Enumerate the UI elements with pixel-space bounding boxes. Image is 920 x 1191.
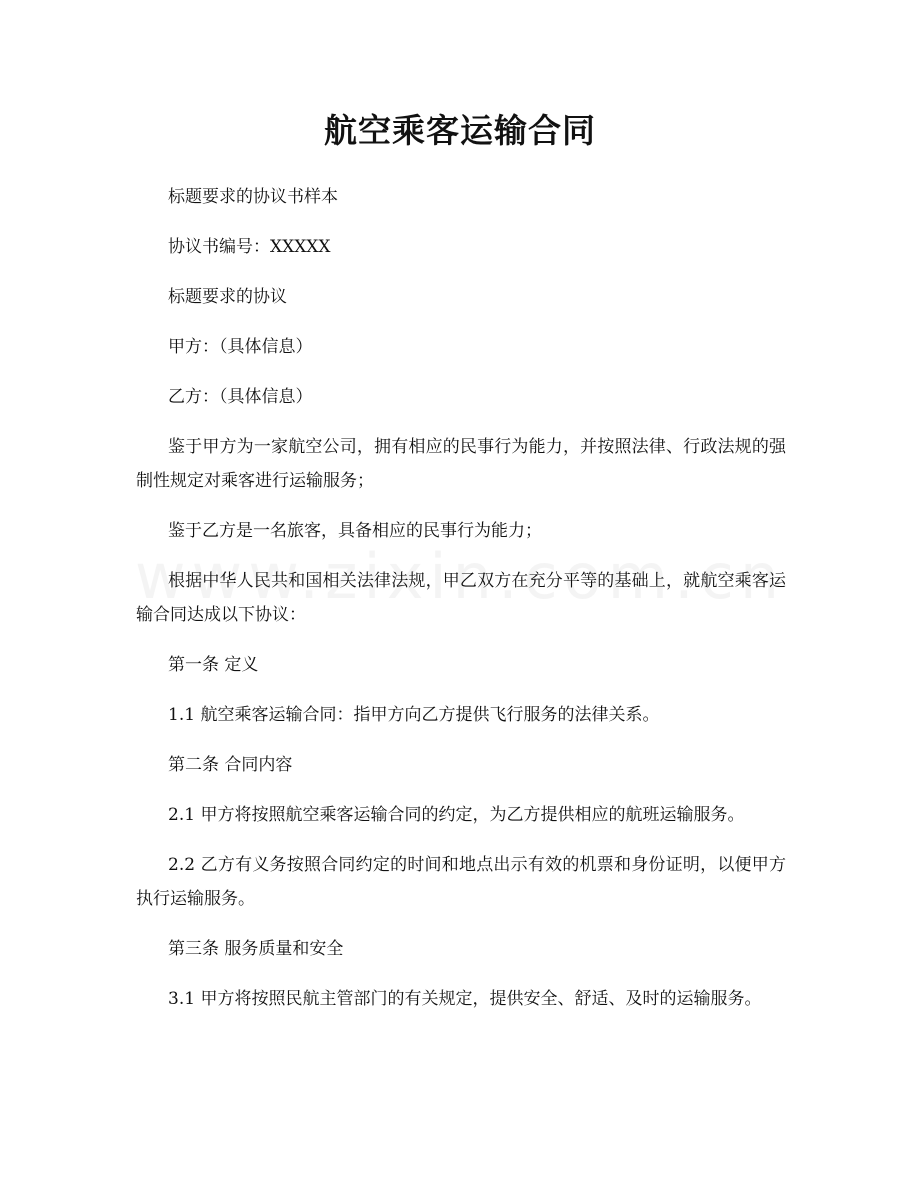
clause-1-1: 1.1 航空乘客运输合同：指甲方向乙方提供飞行服务的法律关系。 xyxy=(168,705,660,725)
paragraph-sample-heading: 标题要求的协议书样本 xyxy=(168,187,338,207)
paragraph-recital-b: 鉴于乙方是一名旅客，具备相应的民事行为能力； xyxy=(168,521,542,541)
clause-2-1: 2.1 甲方将按照航空乘客运输合同的约定，为乙方提供相应的航班运输服务。 xyxy=(168,805,745,825)
paragraph-basis: 根据中华人民共和国相关法律法规，甲乙双方在充分平等的基础上，就航空乘客运输合同达成以下协议： xyxy=(136,571,786,625)
document-title: 航空乘客运输合同 xyxy=(324,111,596,150)
clause-2-2: 2.2 乙方有义务按照合同约定的时间和地点出示有效的机票和身份证明，以便甲方执行运输服务。 xyxy=(136,855,786,909)
article-3-heading: 第三条 服务质量和安全 xyxy=(168,939,344,959)
paragraph-party-a: 甲方：（具体信息） xyxy=(168,337,313,357)
paragraph-recital-a: 鉴于甲方为一家航空公司，拥有相应的民事行为能力，并按照法律、行政法规的强制性规定对乘客进行运输服务； xyxy=(136,437,786,491)
article-2-heading: 第二条 合同内容 xyxy=(168,755,293,775)
paragraph-party-b: 乙方：（具体信息） xyxy=(168,387,313,407)
article-1-heading: 第一条 定义 xyxy=(168,655,259,675)
paragraph-agreement-number: 协议书编号：XXXXX xyxy=(168,237,331,257)
document-body xyxy=(136,180,786,1032)
paragraph-agreement-heading: 标题要求的协议 xyxy=(168,287,287,307)
clause-3-1: 3.1 甲方将按照民航主管部门的有关规定，提供安全、舒适、及时的运输服务。 xyxy=(168,989,762,1009)
